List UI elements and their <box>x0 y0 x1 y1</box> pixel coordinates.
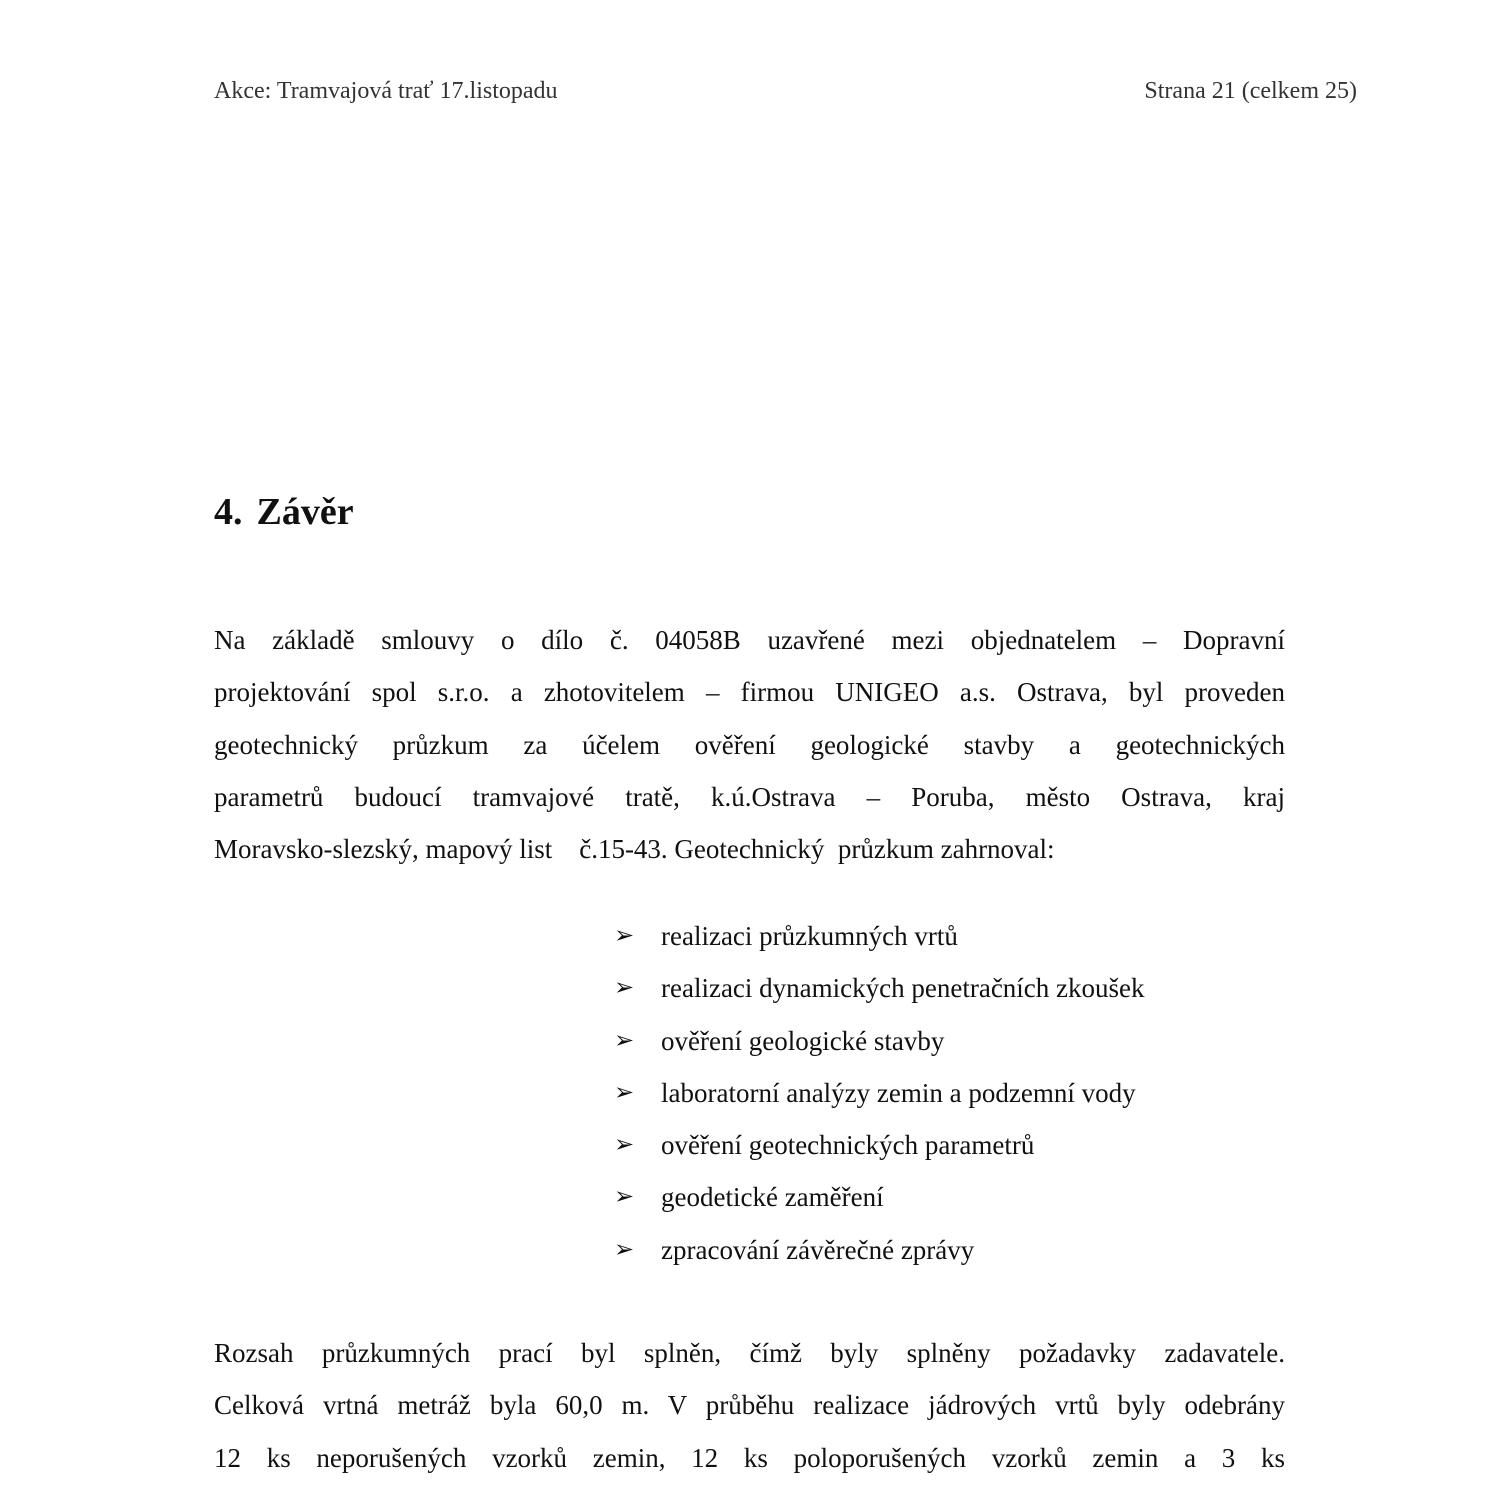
list-item-text: ověření geotechnických parametrů <box>661 1130 1035 1161</box>
list-item-text: realizaci průzkumných vrtů <box>661 921 958 951</box>
section-title: Závěr <box>256 491 354 533</box>
paragraph-line: parametrů budoucí tramvajové tratě, k.ú.Ostrava – Poruba, město Ostrava, kraj <box>214 781 1285 812</box>
list-item <box>614 962 1145 1014</box>
list-item-text: realizaci dynamických penetračních zkoušek <box>661 973 1145 1004</box>
list-item <box>614 1067 1145 1119</box>
summary-paragraph <box>214 1327 1285 1484</box>
paragraph-line: Celková vrtná metráž byla 60,0 m. V průběhu realizace jádrových vrtů byly odebrány <box>214 1390 1285 1421</box>
list-item <box>614 910 1145 962</box>
header-action-title: Akce: Tramvajová trať 17.listopadu <box>214 78 558 104</box>
paragraph-line: Moravsko-slezský, mapový list č.15-43. Geotechnický průzkum zahrnoval: <box>214 834 1055 865</box>
arrowhead-bullet-icon: ➢ <box>614 923 635 949</box>
list-item <box>614 1015 1145 1067</box>
header-page-number: Strana 21 (celkem 25) <box>1144 78 1357 104</box>
arrowhead-bullet-icon: ➢ <box>614 1184 635 1211</box>
paragraph-line: Na základě smlouvy o dílo č. 04058B uzavřené mezi objednatelem – Dopravní <box>214 625 1285 655</box>
section-number: 4. <box>214 491 243 533</box>
arrowhead-bullet-icon: ➢ <box>614 1027 635 1054</box>
list-item <box>614 1171 1145 1223</box>
paragraph-line: projektování spol s.r.o. a zhotovitelem – firmou UNIGEO a.s. Ostrava, byl proveden <box>214 677 1285 708</box>
arrowhead-bullet-icon: ➢ <box>614 975 635 1002</box>
list-item-text: zpracování závěrečné zprávy <box>661 1234 975 1265</box>
arrowhead-bullet-icon: ➢ <box>614 1132 635 1159</box>
list-item-text: geodetické zaměření <box>661 1182 884 1213</box>
list-item <box>614 1224 1145 1276</box>
paragraph-line: Rozsah průzkumných prací byl splněn, čímž byly splněny požadavky zadavatele. <box>214 1338 1285 1368</box>
section-heading <box>214 490 354 534</box>
arrowhead-bullet-icon: ➢ <box>614 1236 635 1263</box>
list-item-text: laboratorní analýzy zemin a podzemní vody <box>661 1077 1136 1108</box>
arrowhead-bullet-icon: ➢ <box>614 1079 635 1106</box>
survey-scope-list <box>614 910 1145 1276</box>
paragraph-line: geotechnický průzkum za účelem ověření geologické stavby a geotechnických <box>214 729 1285 760</box>
list-item <box>614 1119 1145 1171</box>
intro-paragraph <box>214 614 1285 875</box>
paragraph-line: 12 ks neporušených vzorků zemin, 12 ks poloporušených vzorků zemin a 3 ks <box>214 1442 1285 1473</box>
list-item-text: ověření geologické stavby <box>661 1025 945 1056</box>
